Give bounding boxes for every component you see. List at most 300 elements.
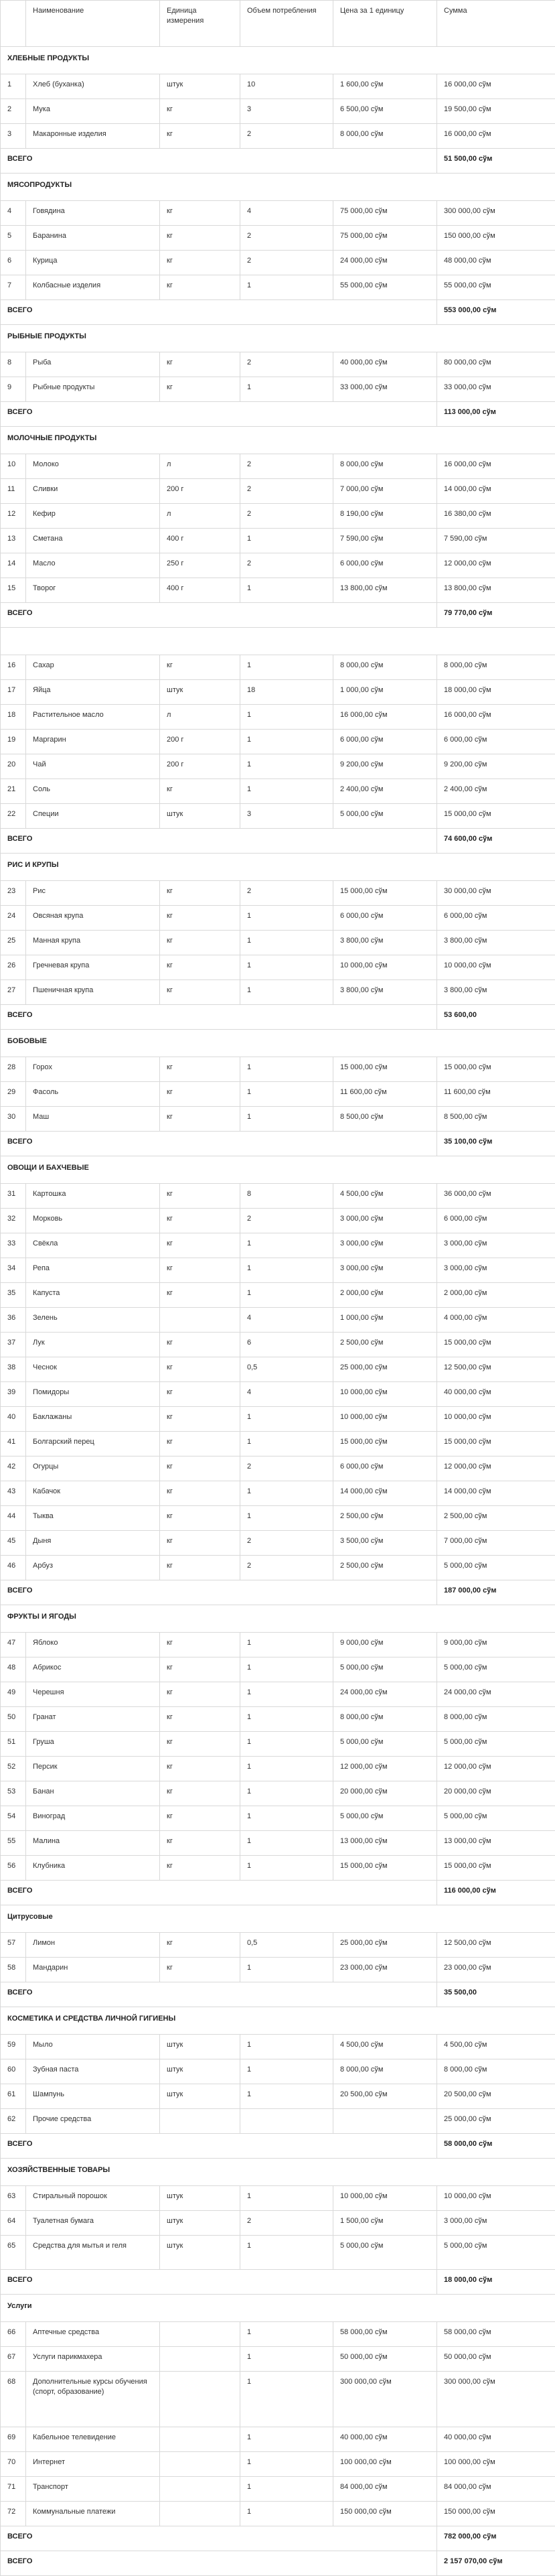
item-unit-price: 6 000,00 сўм [333,1456,437,1481]
item-name: Рис [26,881,160,906]
table-row [1,779,555,804]
item-unit-price: 8 000,00 сўм [333,2059,437,2084]
row-number: 21 [1,779,26,804]
item-name: Растительное масло [26,705,160,730]
header-row [1,1,555,47]
table-row [1,1382,555,1407]
item-sum: 7 000,00 сўм [437,1531,555,1556]
item-name: Услуги парикмахера [26,2347,160,2372]
item-volume: 1 [240,2236,333,2270]
item-unit-price: 33 000,00 сўм [333,377,437,402]
item-name: Творог [26,578,160,603]
section-title: МЯСОПРОДУКТЫ [1,174,555,201]
item-unit: 200 г [160,479,240,504]
item-sum: 14 000,00 сўм [437,1481,555,1506]
item-unit: штук [160,2035,240,2059]
item-unit [160,2477,240,2502]
item-unit: штук [160,2211,240,2236]
item-unit: штук [160,2084,240,2109]
item-unit-price [333,2109,437,2134]
item-name: Зелень [26,1308,160,1333]
item-unit: кг [160,226,240,251]
table-row [1,2109,555,2134]
table-row [1,2084,555,2109]
item-unit-price: 75 000,00 сўм [333,226,437,251]
grand-total-row [1,2551,555,2576]
section-header-row [1,2295,555,2322]
section-title: Цитрусовые [1,1905,555,1933]
table-row [1,578,555,603]
item-name: Персик [26,1757,160,1781]
item-sum: 12 000,00 сўм [437,553,555,578]
item-sum: 13 800,00 сўм [437,578,555,603]
item-volume: 8 [240,1184,333,1209]
table-row [1,1958,555,1982]
row-number: 8 [1,352,26,377]
item-sum: 2 500,00 сўм [437,1506,555,1531]
table-row [1,1856,555,1881]
item-unit: штук [160,74,240,99]
item-volume: 1 [240,980,333,1005]
item-volume: 1 [240,1082,333,1107]
row-number: 65 [1,2236,26,2270]
item-sum: 15 000,00 сўм [437,1432,555,1456]
table-row [1,1407,555,1432]
row-number: 62 [1,2109,26,2134]
item-unit: штук [160,2059,240,2084]
item-volume: 1 [240,275,333,300]
table-row [1,1432,555,1456]
section-total-row [1,1982,555,2007]
item-volume: 1 [240,1806,333,1831]
section-total-label: ВСЕГО [1,402,437,427]
section-total-row [1,1132,555,1156]
item-volume: 1 [240,705,333,730]
section-total-row [1,1580,555,1605]
item-sum: 100 000,00 сўм [437,2452,555,2477]
item-unit-price: 14 000,00 сўм [333,1481,437,1506]
table-row [1,2347,555,2372]
item-unit-price: 2 500,00 сўм [333,1506,437,1531]
item-unit-price: 4 500,00 сўм [333,2035,437,2059]
item-sum: 36 000,00 сўм [437,1184,555,1209]
row-number: 66 [1,2322,26,2347]
table-row [1,1233,555,1258]
item-sum: 3 000,00 сўм [437,2211,555,2236]
section-title [1,628,555,655]
item-volume: 2 [240,352,333,377]
section-title: ХЛЕБНЫЕ ПРОДУКТЫ [1,47,555,74]
table-row [1,730,555,754]
section-title: ФРУКТЫ И ЯГОДЫ [1,1605,555,1633]
item-name: Помидоры [26,1382,160,1407]
item-unit-price: 3 800,00 сўм [333,980,437,1005]
item-sum: 5 000,00 сўм [437,1556,555,1580]
item-unit: кг [160,1357,240,1382]
table-row [1,1107,555,1132]
row-number: 60 [1,2059,26,2084]
section-header-row [1,1156,555,1184]
item-unit-price: 40 000,00 сўм [333,352,437,377]
row-number: 40 [1,1407,26,1432]
table-row [1,1556,555,1580]
item-volume: 2 [240,2211,333,2236]
item-volume: 1 [240,2347,333,2372]
item-unit: кг [160,124,240,149]
item-unit: штук [160,2236,240,2270]
section-total-value: 74 600,00 сўм [437,829,555,854]
section-total-label: ВСЕГО [1,1982,437,2007]
section-total-row [1,1881,555,1905]
table-row [1,1831,555,1856]
item-unit-price: 150 000,00 сўм [333,2502,437,2526]
item-unit-price: 6 500,00 сўм [333,99,437,124]
row-number: 45 [1,1531,26,1556]
item-name: Яйца [26,680,160,705]
item-volume: 1 [240,2452,333,2477]
section-total-label: ВСЕГО [1,1005,437,1030]
table-row [1,2236,555,2270]
table-row [1,1258,555,1283]
item-unit-price: 55 000,00 сўм [333,275,437,300]
item-unit: кг [160,1958,240,1982]
item-unit-price: 84 000,00 сўм [333,2477,437,2502]
table-row [1,1082,555,1107]
row-number: 25 [1,931,26,955]
item-sum: 16 000,00 сўм [437,705,555,730]
item-unit [160,2372,240,2427]
table-row [1,226,555,251]
item-unit-price: 3 500,00 сўм [333,1531,437,1556]
table-row [1,377,555,402]
section-total-value: 79 770,00 сўм [437,603,555,628]
table-row [1,2372,555,2427]
item-unit: 250 г [160,553,240,578]
item-name: Болгарский перец [26,1432,160,1456]
section-title: БОБОВЫЕ [1,1030,555,1057]
item-unit-price: 24 000,00 сўм [333,1682,437,1707]
item-unit: кг [160,1531,240,1556]
row-number: 28 [1,1057,26,1082]
row-number: 23 [1,881,26,906]
item-unit-price: 40 000,00 сўм [333,2427,437,2452]
item-unit: кг [160,955,240,980]
row-number: 57 [1,1933,26,1958]
item-unit: кг [160,1781,240,1806]
item-name: Мука [26,99,160,124]
item-name: Интернет [26,2452,160,2477]
section-total-value: 116 000,00 сўм [437,1881,555,1905]
table-row [1,1456,555,1481]
item-volume: 1 [240,1732,333,1757]
row-number: 71 [1,2477,26,2502]
item-unit: кг [160,1107,240,1132]
item-unit: кг [160,931,240,955]
row-number: 11 [1,479,26,504]
section-total-value: 35 100,00 сўм [437,1132,555,1156]
item-sum: 6 000,00 сўм [437,906,555,931]
item-unit-price: 6 000,00 сўм [333,730,437,754]
item-name: Горох [26,1057,160,1082]
item-sum: 20 500,00 сўм [437,2084,555,2109]
table-row [1,504,555,529]
item-volume: 1 [240,779,333,804]
item-name: Дыня [26,1531,160,1556]
item-sum: 15 000,00 сўм [437,1333,555,1357]
item-volume: 1 [240,1831,333,1856]
item-volume: 1 [240,1958,333,1982]
item-unit: кг [160,1333,240,1357]
item-sum: 14 000,00 сўм [437,479,555,504]
item-volume: 1 [240,578,333,603]
item-unit [160,2427,240,2452]
row-number: 41 [1,1432,26,1456]
section-header-row [1,628,555,655]
item-name: Клубника [26,1856,160,1881]
item-unit-price: 25 000,00 сўм [333,1357,437,1382]
section-total-label: ВСЕГО [1,829,437,854]
item-name: Яблоко [26,1633,160,1657]
row-number: 34 [1,1258,26,1283]
item-sum: 8 000,00 сўм [437,655,555,680]
table-row [1,553,555,578]
item-name: Свёкла [26,1233,160,1258]
table-row [1,1333,555,1357]
section-title: МОЛОЧНЫЕ ПРОДУКТЫ [1,427,555,454]
header-unit: Единица измерения [160,1,240,47]
item-unit-price: 20 000,00 сўм [333,1781,437,1806]
item-name: Дополнительные курсы обучения (спорт, образование) [26,2372,160,2427]
item-volume: 1 [240,2322,333,2347]
table-row [1,1933,555,1958]
header-volume: Объем потребления [240,1,333,47]
item-name: Макаронные изделия [26,124,160,149]
section-header-row [1,2007,555,2035]
row-number: 35 [1,1283,26,1308]
section-title: РИС И КРУПЫ [1,854,555,881]
table-row [1,680,555,705]
table-row [1,2059,555,2084]
item-sum: 3 000,00 сўм [437,1233,555,1258]
item-unit-price: 8 190,00 сўм [333,504,437,529]
item-sum: 150 000,00 сўм [437,226,555,251]
item-volume: 10 [240,74,333,99]
section-total-value: 53 600,00 [437,1005,555,1030]
item-sum: 300 000,00 сўм [437,201,555,226]
item-unit: кг [160,906,240,931]
item-unit-price: 5 000,00 сўм [333,1657,437,1682]
item-volume: 1 [240,1506,333,1531]
item-name: Зубная паста [26,2059,160,2084]
item-volume: 1 [240,655,333,680]
row-number: 32 [1,1209,26,1233]
item-volume: 2 [240,251,333,275]
section-total-value: 113 000,00 сўм [437,402,555,427]
section-title: ХОЗЯЙСТВЕННЫЕ ТОВАРЫ [1,2159,555,2186]
item-unit-price: 1 500,00 сўм [333,2211,437,2236]
item-unit-price: 25 000,00 сўм [333,1933,437,1958]
row-number: 24 [1,906,26,931]
table-row [1,201,555,226]
section-total-row [1,149,555,174]
item-unit-price: 4 500,00 сўм [333,1184,437,1209]
section-header-row [1,1030,555,1057]
section-total-label: ВСЕГО [1,2134,437,2159]
item-unit: 400 г [160,578,240,603]
row-number: 20 [1,754,26,779]
item-volume: 1 [240,377,333,402]
item-sum: 4 000,00 сўм [437,1308,555,1333]
item-volume: 4 [240,201,333,226]
table-row [1,906,555,931]
grand-total-label: ВСЕГО [1,2551,437,2576]
row-number: 9 [1,377,26,402]
table-row [1,2502,555,2526]
item-name: Репа [26,1258,160,1283]
item-volume: 1 [240,754,333,779]
row-number: 46 [1,1556,26,1580]
item-volume: 1 [240,1757,333,1781]
item-unit: кг [160,1382,240,1407]
item-unit-price: 2 400,00 сўм [333,779,437,804]
table-row [1,124,555,149]
item-sum: 15 000,00 сўм [437,1856,555,1881]
item-unit-price: 3 000,00 сўм [333,1233,437,1258]
item-unit-price: 5 000,00 сўм [333,804,437,829]
item-unit: кг [160,377,240,402]
section-header-row [1,325,555,352]
row-number: 43 [1,1481,26,1506]
table-row [1,2211,555,2236]
item-unit: кг [160,1657,240,1682]
item-name: Банан [26,1781,160,1806]
section-header-row [1,1905,555,1933]
item-sum: 11 600,00 сўм [437,1082,555,1107]
item-unit: кг [160,1283,240,1308]
row-number: 59 [1,2035,26,2059]
item-sum: 16 380,00 сўм [437,504,555,529]
section-header-row [1,2159,555,2186]
section-header-row [1,47,555,74]
item-sum: 12 000,00 сўм [437,1456,555,1481]
item-name: Малина [26,1831,160,1856]
item-sum: 23 000,00 сўм [437,1958,555,1982]
table-row [1,1506,555,1531]
table-row [1,352,555,377]
item-sum: 24 000,00 сўм [437,1682,555,1707]
row-number: 55 [1,1831,26,1856]
item-unit-price: 3 000,00 сўм [333,1258,437,1283]
item-volume: 1 [240,1633,333,1657]
item-unit-price: 58 000,00 сўм [333,2322,437,2347]
item-unit-price: 6 000,00 сўм [333,906,437,931]
section-total-row [1,300,555,325]
item-name: Тыква [26,1506,160,1531]
item-sum: 40 000,00 сўм [437,2427,555,2452]
item-name: Маш [26,1107,160,1132]
header-number [1,1,26,47]
section-total-row [1,603,555,628]
item-unit [160,2502,240,2526]
item-unit-price: 50 000,00 сўм [333,2347,437,2372]
section-total-row [1,1005,555,1030]
item-volume: 1 [240,2427,333,2452]
section-total-value: 553 000,00 сўм [437,300,555,325]
item-sum: 300 000,00 сўм [437,2372,555,2427]
item-volume: 1 [240,1781,333,1806]
row-number: 6 [1,251,26,275]
section-total-label: ВСЕГО [1,1132,437,1156]
item-name: Виноград [26,1806,160,1831]
item-sum: 19 500,00 сўм [437,99,555,124]
table-header [1,1,555,47]
item-name: Черешня [26,1682,160,1707]
table-row [1,1732,555,1757]
section-header-row [1,174,555,201]
item-sum: 2 400,00 сўм [437,779,555,804]
item-name: Аптечные средства [26,2322,160,2347]
item-unit-price: 8 000,00 сўм [333,655,437,680]
item-unit-price: 10 000,00 сўм [333,1407,437,1432]
item-unit: кг [160,251,240,275]
header-unit-price: Цена за 1 единицу [333,1,437,47]
item-sum: 25 000,00 сўм [437,2109,555,2134]
section-header-row [1,427,555,454]
item-name: Лимон [26,1933,160,1958]
item-unit-price: 5 000,00 сўм [333,1806,437,1831]
item-sum: 6 000,00 сўм [437,1209,555,1233]
row-number: 54 [1,1806,26,1831]
item-name: Лук [26,1333,160,1357]
row-number: 58 [1,1958,26,1982]
table-row [1,705,555,730]
row-number: 48 [1,1657,26,1682]
item-volume: 1 [240,1707,333,1732]
item-sum: 3 800,00 сўм [437,980,555,1005]
item-name: Кабачок [26,1481,160,1506]
item-unit-price: 20 500,00 сўм [333,2084,437,2109]
item-unit-price: 10 000,00 сўм [333,2186,437,2211]
item-volume: 3 [240,804,333,829]
item-volume: 1 [240,1407,333,1432]
table-row [1,1209,555,1233]
item-name: Груша [26,1732,160,1757]
item-name: Мыло [26,2035,160,2059]
item-volume: 1 [240,2084,333,2109]
table-row [1,1531,555,1556]
row-number: 31 [1,1184,26,1209]
item-sum: 84 000,00 сўм [437,2477,555,2502]
item-name: Шампунь [26,2084,160,2109]
item-volume: 2 [240,1556,333,1580]
table-row [1,529,555,553]
item-unit: кг [160,1082,240,1107]
item-name: Сливки [26,479,160,504]
row-number: 12 [1,504,26,529]
item-volume: 2 [240,479,333,504]
section-total-label: ВСЕГО [1,603,437,628]
section-title: Услуги [1,2295,555,2322]
item-unit-price: 15 000,00 сўм [333,1057,437,1082]
row-number: 52 [1,1757,26,1781]
item-name: Чеснок [26,1357,160,1382]
item-unit: кг [160,1556,240,1580]
item-unit: кг [160,99,240,124]
row-number: 70 [1,2452,26,2477]
section-total-label: ВСЕГО [1,2270,437,2295]
item-unit-price: 6 000,00 сўм [333,553,437,578]
item-name: Колбасные изделия [26,275,160,300]
